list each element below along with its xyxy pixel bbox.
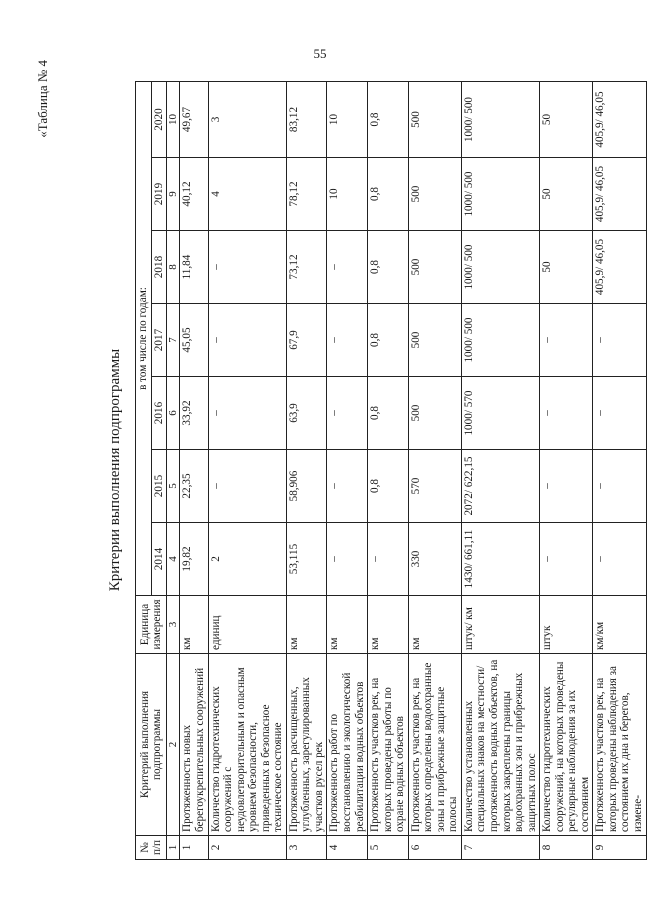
value-cell: 500 [408,231,461,304]
rotated-page-content [25,60,644,880]
column-index: 1 [167,836,180,860]
column-index: 4 [167,523,180,596]
value-cell: – [540,450,593,523]
unit-cell: км [408,596,461,654]
value-cell: 1000/ 500 [461,158,539,231]
row-number: 3 [286,836,327,860]
column-index: 3 [167,596,180,654]
value-cell: 4 [208,158,286,231]
criterion-cell: Протяженность участков рек, на которых определены водоохранные зоны и прибрежные защитные полосы [408,654,461,836]
value-cell: – [593,304,646,377]
criterion-cell: Количество установленных специальных знаков на местности/протяженность водных объектов, на которых закреплены границы водоохранных зон и прибрежных защитных полос [461,654,539,836]
value-cell: 53,115 [286,523,327,596]
column-index: 10 [167,82,180,158]
value-cell: 2 [208,523,286,596]
value-cell: – [208,231,286,304]
value-cell: 1430/ 661,11 [461,523,539,596]
table-label: «Таблица № 4 [35,60,50,138]
value-cell: – [540,377,593,450]
value-cell: – [327,304,368,377]
value-cell: 50 [540,158,593,231]
unit-cell: единиц [208,596,286,654]
column-index: 7 [167,304,180,377]
table-row [540,82,593,860]
unit-cell: штук [540,596,593,654]
value-cell: 1000/ 500 [461,231,539,304]
value-cell: 10 [327,82,368,158]
value-cell: – [208,377,286,450]
header-unit: Единица измерения [136,596,167,654]
header-year: 2019 [151,158,167,231]
column-index: 9 [167,158,180,231]
value-cell: 19,82 [180,523,208,596]
value-cell: 570 [408,450,461,523]
column-index: 6 [167,377,180,450]
table-title: Критерии выполнения подпрограммы [107,348,123,592]
value-cell: 0,8 [368,231,409,304]
column-index: 8 [167,231,180,304]
table-row [208,82,286,860]
unit-cell: км [180,596,208,654]
header-year: 2014 [151,523,167,596]
header-year: 2017 [151,304,167,377]
header-no: № п/п [136,836,167,860]
value-cell: 73,12 [286,231,327,304]
value-cell: 1000/ 500 [461,304,539,377]
value-cell: 49,67 [180,82,208,158]
value-cell: – [327,523,368,596]
criterion-cell: Протяженность новых берегоукрепительных сооружений [180,654,208,836]
row-number: 7 [461,836,539,860]
value-cell: 405,9/ 46,05 [593,231,646,304]
value-cell: 0,8 [368,82,409,158]
row-number: 2 [208,836,286,860]
criterion-cell: Протяженность расчищенных, углубленных, зарегулированных участков русел рек [286,654,327,836]
header-years-group: в том числе по годам: [136,82,152,596]
criterion-cell: Протяженность участков рек, на которых проведены наблюдения за состоянием их дна и берегов, измене- [593,654,646,836]
row-number: 1 [180,836,208,860]
value-cell: 1000/ 570 [461,377,539,450]
header-index-row [167,82,180,860]
value-cell: 58,906 [286,450,327,523]
value-cell: – [208,304,286,377]
header-year: 2018 [151,231,167,304]
value-cell: 50 [540,231,593,304]
column-index: 2 [167,654,180,836]
unit-cell: км/км [593,596,646,654]
table-row [368,82,409,860]
value-cell: 22,35 [180,450,208,523]
unit-cell: км [327,596,368,654]
value-cell: 0,8 [368,377,409,450]
value-cell: – [208,450,286,523]
value-cell: 50 [540,82,593,158]
value-cell: 330 [408,523,461,596]
header-year: 2020 [151,82,167,158]
unit-cell: км [368,596,409,654]
criterion-cell: Протяженность участков рек, на которых проведены работы по охране водных объектов [368,654,409,836]
value-cell: 500 [408,377,461,450]
value-cell: – [593,450,646,523]
header-row-1 [136,82,152,860]
value-cell: 405,9/ 46,05 [593,158,646,231]
value-cell: 83,12 [286,82,327,158]
value-cell: – [540,304,593,377]
table-row [593,82,646,860]
value-cell: 45,05 [180,304,208,377]
criteria-table [135,81,647,860]
value-cell: – [327,450,368,523]
value-cell: 40,12 [180,158,208,231]
row-number: 9 [593,836,646,860]
row-number: 6 [408,836,461,860]
row-number: 4 [327,836,368,860]
table-row [286,82,327,860]
page-number: 55 [313,46,327,61]
criterion-cell: Протяженность работ по восстановлению и экологической реабилитации водных объектов [327,654,368,836]
row-number: 8 [540,836,593,860]
value-cell: 0,8 [368,158,409,231]
value-cell: 2072/ 622,15 [461,450,539,523]
value-cell: 0,8 [368,304,409,377]
value-cell: 500 [408,158,461,231]
value-cell: 0,8 [368,450,409,523]
unit-cell: штук/ км [461,596,539,654]
criterion-cell: Количество гидротехнических сооружений, на которых проведены регулярные наблюдения за их состоянием [540,654,593,836]
value-cell: 63,9 [286,377,327,450]
row-number: 5 [368,836,409,860]
table-row [408,82,461,860]
value-cell: – [540,523,593,596]
unit-cell: км [286,596,327,654]
value-cell: – [327,231,368,304]
criterion-cell: Количество гидротехнических сооружений с неудовлетворительным и опасным уровнем безопасности, приведенных в безопасное техническое состояние [208,654,286,836]
table-row [327,82,368,860]
value-cell: 1000/ 500 [461,82,539,158]
value-cell: – [593,523,646,596]
value-cell: 10 [327,158,368,231]
table-row [180,82,208,860]
value-cell: – [593,377,646,450]
table-row [461,82,539,860]
value-cell: – [368,523,409,596]
header-criterion: Критерий выполнения подпрограммы [136,654,167,836]
value-cell: 3 [208,82,286,158]
header-year: 2016 [151,377,167,450]
value-cell: 500 [408,82,461,158]
value-cell: 405,9/ 46,05 [593,82,646,158]
column-index: 5 [167,450,180,523]
value-cell: 11,84 [180,231,208,304]
value-cell: – [327,377,368,450]
value-cell: 78,12 [286,158,327,231]
value-cell: 500 [408,304,461,377]
value-cell: 67,9 [286,304,327,377]
value-cell: 33,92 [180,377,208,450]
header-year: 2015 [151,450,167,523]
